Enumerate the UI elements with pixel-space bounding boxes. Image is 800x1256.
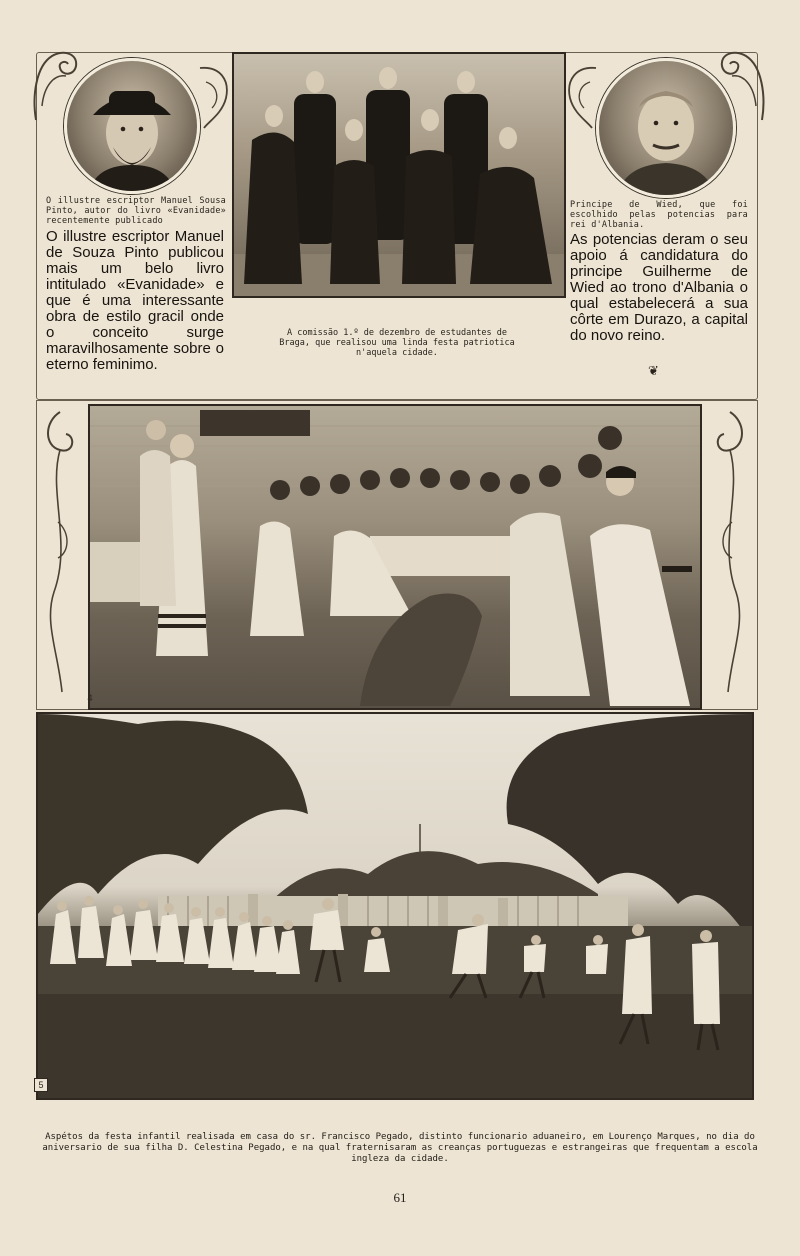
right-portrait-caption: Principe de Wied, que foi escolhido pelas potencias para rei d'Albania. (570, 200, 748, 230)
portrait-prince-wied (596, 58, 736, 198)
photo-number-badge-5: 5 (34, 1078, 48, 1092)
center-photo-caption: A comissão 1.º de dezembro de estudantes de Braga, que realisou uma linda festa patriotica n'aquela cidade. (279, 328, 515, 358)
photo-garden-game (36, 712, 754, 1100)
middle-left-ornament (38, 402, 82, 702)
photo-children-party-table (88, 404, 702, 710)
photo-number-badge-4: 4 (87, 693, 93, 703)
portrait-sousa-pinto (64, 58, 200, 194)
floral-dingbat-icon: ❦ (648, 364, 659, 379)
right-article-text: As potencias deram o seu apoio á candidatura do principe Guilherme de Wied ao trono d'Albania o qual estabelecerá a sua côrte em Durazo, a capital do novo reino. (570, 231, 748, 344)
page-number: 61 (393, 1190, 407, 1205)
middle-right-ornament (708, 402, 752, 702)
left-ornament-right (196, 62, 234, 132)
left-article-text: O illustre escriptor Manuel de Souza Pinto publicou mais um belo livro intitulado «Evanidade» e que é uma interessante obra de estilo gracil onde o conceito surge maravilhosamente sobre o eterno feminimo. (46, 228, 224, 373)
left-portrait-caption: O illustre escriptor Manuel Sousa Pinto, autor do livro «Evanidade» recentemente publicado (46, 196, 226, 226)
footer-caption: Aspétos da festa infantil realisada em casa do sr. Francisco Pegado, distinto funcionario aduaneiro, em Lourenço Marques, no dia do aniversario de sua filha D. Celestina Pegado, e na qual fraternisaram as creanças portuguezas e estrangeiras que frequentam a escola ingleza da cidade. (42, 1132, 758, 1164)
photo-student-commission (232, 52, 566, 298)
right-ornament-left (562, 62, 600, 132)
